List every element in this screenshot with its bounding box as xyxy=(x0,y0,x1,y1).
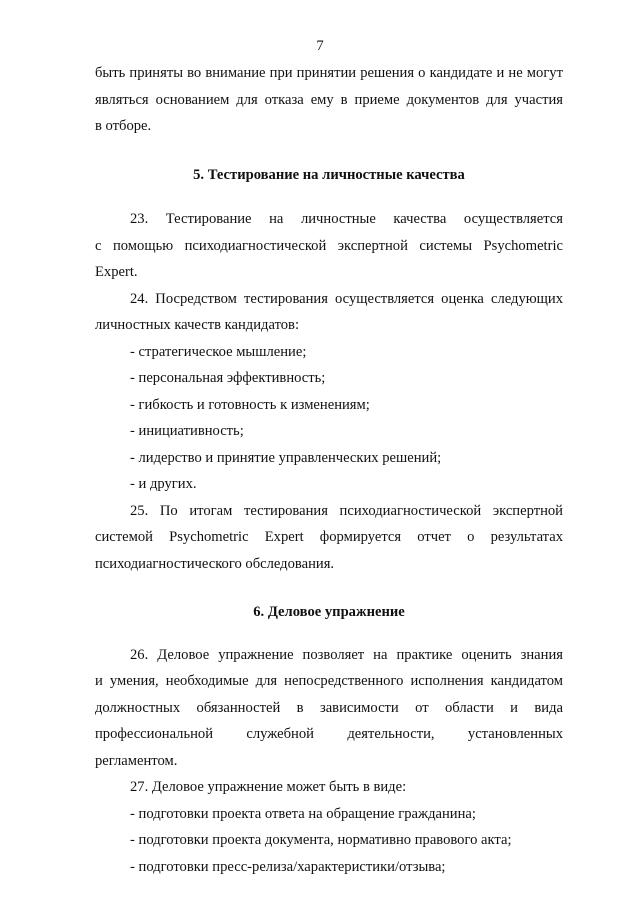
text-line: 25. По итогам тестирования психодиагностической экспертной xyxy=(130,502,563,519)
list-item: - подготовки пресс-релиза/характеристики/отзыва; xyxy=(130,858,446,875)
text-line: 27. Деловое упражнение может быть в виде: xyxy=(130,779,407,795)
list-item: - персональная эффективность; xyxy=(130,370,326,386)
text-line: являться основанием для отказа ему в приеме документов для участия xyxy=(95,91,563,108)
list-item: - подготовки проекта ответа на обращение гражданина; xyxy=(130,805,476,822)
list-item: - и других. xyxy=(130,476,197,492)
text-line: 23. Тестирование на личностные качества осуществляется xyxy=(130,211,563,227)
text-line: профессиональной служебной деятельности, установленных xyxy=(95,726,563,742)
list-item: - стратегическое мышление; xyxy=(130,343,307,360)
list-item: - подготовки проекта документа, нормативно правового акта; xyxy=(130,832,512,848)
text-line: регламентом. xyxy=(95,752,178,769)
text-line: быть приняты во внимание при принятии решения о кандидате и не могут xyxy=(95,65,563,81)
text-line: Expert. xyxy=(95,264,138,280)
text-line: системой Psychometric Expert формируется отчет о результатах xyxy=(95,529,563,545)
text-line: должностных обязанностей в зависимости от области и вида xyxy=(95,699,563,716)
text-line: психодиагностического обследования. xyxy=(95,555,335,572)
page-number: 7 xyxy=(316,38,324,54)
list-item: - гибкость и готовность к изменениям; xyxy=(130,396,370,413)
section-heading-5: 5. Тестирование на личностные качества xyxy=(193,166,465,183)
text-line: и умения, необходимые для непосредственного исполнения кандидатом xyxy=(95,673,563,689)
text-line: в отборе. xyxy=(95,118,152,134)
document-body xyxy=(95,60,563,880)
text-line: 24. Посредством тестирования осуществляется оценка следующих xyxy=(130,290,563,307)
section-heading-6: 6. Деловое упражнение xyxy=(253,604,405,620)
list-item: - инициативность; xyxy=(130,423,244,439)
text-line: 26. Деловое упражнение позволяет на практике оценить знания xyxy=(130,646,563,663)
list-item: - лидерство и принятие управленческих решений; xyxy=(130,449,442,466)
text-line: личностных качеств кандидатов: xyxy=(95,317,299,333)
text-line: с помощью психодиагностической экспертной системы Psychometric xyxy=(95,237,563,254)
